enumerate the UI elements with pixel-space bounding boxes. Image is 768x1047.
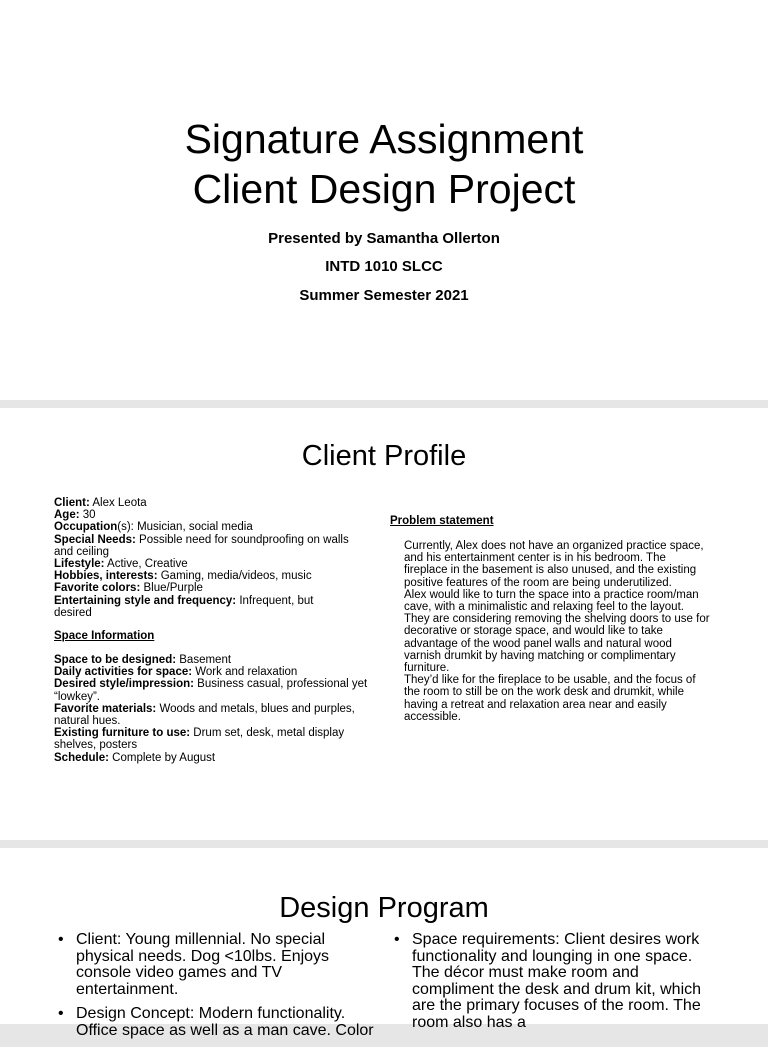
schedule-row: Schedule: Complete by August (54, 751, 216, 764)
space-row: Space to be designed: Basement (54, 654, 232, 666)
client-profile-slide (0, 408, 768, 840)
age-row: Age: 30 (54, 509, 96, 522)
bullet-item: • Design Concept: Modern functionality. Office space as well as a man cave. Color (58, 1006, 378, 1039)
semester-line: Summer Semester 2021 (299, 287, 469, 304)
slide-title: Client Profile (301, 440, 467, 472)
slide-title: Design Program (279, 892, 489, 924)
design-program-slide (0, 848, 768, 1039)
favorite-colors-row: Favorite colors: Blue/Purple (54, 582, 203, 595)
presenter-line: Presented by Samantha Ollerton (268, 230, 500, 247)
desired-style-row: Desired style/impression: Business casual, professional yet “lowkey”. (54, 678, 368, 703)
space-info-heading: Space Information (54, 630, 155, 642)
title-line-2: Client Design Project (192, 166, 576, 212)
title-line-1: Signature Assignment (184, 116, 584, 162)
problem-paragraph: Currently, Alex does not have an organized practice space, and his entertainment center is in his bedroom. The fireplace in the basement is also unused, and the existing positive features of the room are being underutilized. (404, 540, 704, 589)
course-line: INTD 1010 SLCC (325, 258, 443, 275)
problem-paragraph: Alex would like to turn the space into a practice room/man cave, with a minimalistic and relaxing feel to the layout. They are considering removing the shelving doors to use for decorative or storage space, and would like to take advantage of the wood panel walls and natural wood varnish drumkit by having matching or complimentary furniture. (404, 588, 710, 675)
lifestyle-row: Lifestyle: Active, Creative (54, 558, 188, 571)
existing-furniture-row: Existing furniture to use: Drum set, desk, metal display shelves, posters (54, 727, 345, 752)
favorite-materials-row: Favorite materials: Woods and metals, blues and purples, natural hues. (54, 702, 355, 728)
title-slide (0, 0, 768, 400)
problem-paragraph: They’d like for the fireplace to be usable, and the focus of the room to still be on the work desk and drumkit, while having a retreat and relaxation area near and easily accessible. (404, 674, 696, 723)
special-needs-row: Special Needs: Possible need for soundproofing on walls and ceiling (54, 533, 349, 558)
problem-statement-heading: Problem statement (390, 515, 494, 527)
bullet-item: • Space requirements: Client desires work functionality and lounging in one space. The décor must make room and compliment the desk and drum kit, which are the primary focuses of the room. The room also has a (394, 932, 716, 1031)
client-row: Client: Alex Leota (54, 497, 147, 509)
problem-statement-body (404, 540, 710, 723)
right-bullet-list (394, 932, 716, 1039)
occupation-row: Occupation(s): Musician, social media (54, 521, 253, 534)
left-bullet-list (58, 932, 378, 1047)
daily-activities-row: Daily activities for space: Work and relaxation (54, 666, 298, 679)
client-info-block (54, 497, 354, 619)
hobbies-row: Hobbies, interests: Gaming, media/videos, music (54, 570, 312, 583)
entertaining-row: Entertaining style and frequency: Infrequent, but desired (54, 594, 314, 619)
slide-title (0, 114, 768, 214)
space-info-block (54, 654, 384, 764)
bullet-item: • Client: Young millennial. No special physical needs. Dog <10lbs. Enjoys console video games and TV entertainment. (58, 932, 378, 998)
